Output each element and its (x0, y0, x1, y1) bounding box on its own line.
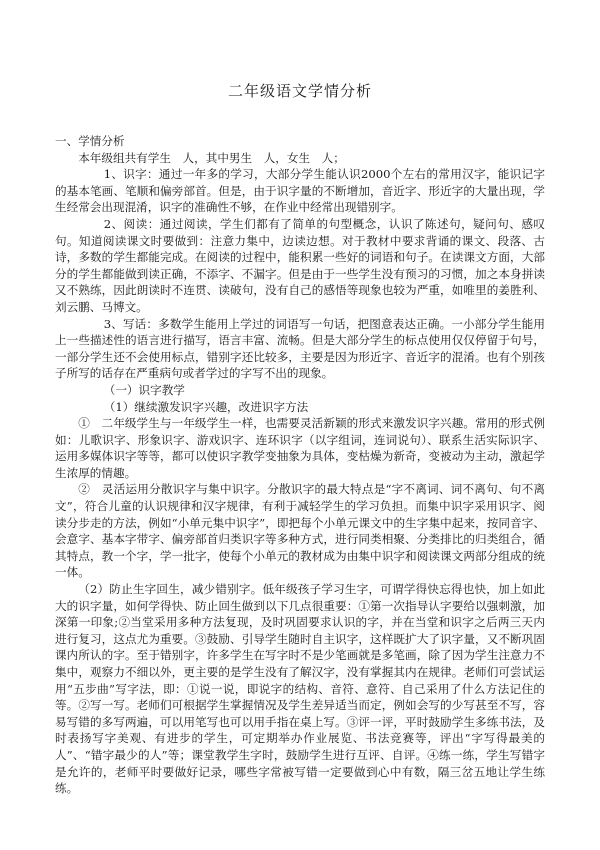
point-1-paragraph: ① 二年级学生与一年级学生一样，也需要灵活新颖的形式来激发识字兴趣。常用的形式例如：儿歌识字、形象识字、游戏识字、连环识字（以字组词，连词说句）、联系生活实际识字、运用多媒体识字等等，都可以使识字教学变抽象为具体，变枯燥为新奇，变被动为主动，激起学生浓厚的情趣。 (55, 416, 545, 480)
reading-paragraph: 2、阅读：通过阅读，学生们都有了简单的句型概念，认识了陈述句，疑问句、感叹句。知道阅读课文时要做到：注意力集中，边读边想。对于教材中要求背诵的课文、段落、古诗，多数的学生都能完成。在阅读的过程中，能积累一些好的词语和句子。在读课文方面，大部分的学生都能做到读正确，不添字、不漏字。但是由于一些学生没有预习的习惯，加之本身拼读又不熟练，因此朗读时不连贯、读破句，没有自己的感悟等现象也较为严重，如唯里的姜胜利、刘云鹏、马博文。 (55, 216, 545, 314)
writing-paragraph: 3、写话：多数学生能用上学过的词语写一句话，把图意表达正确。一小部分学生能用上一些描述性的语言进行描写，语言丰富、流畅。但是大部分学生的标点使用仅仅停留于句号，一部分学生还不会使用标点，错别字还比较多，主要是因为形近字、音近字的混淆。也有个别孩子所写的话存在严重病句或者学过的字写不出的现象。 (55, 316, 545, 381)
literacy-paragraph: 1、识字：通过一年多的学习，大部分学生能认识2000个左右的常用汉字，能识记字的基本笔画、笔顺和偏旁部首。但是，由于识字量的不断增加，音近字、形近字的大量出现，学生经常会出现混淆，识字的准确性不够，在作业中经常出现错别字。 (55, 167, 545, 215)
sub-heading-literacy-teaching: （一）识字教学 (103, 382, 185, 397)
point-2-paragraph: ② 灵活运用分散识字与集中识字。分散识字的最大特点是“字不离词、词不离句、句不离文”，符合儿童的认识规律和汉字规律，有利于减轻学生的学习负担。而集中识字采用识字、阅读分步走的方法，例如“小单元集中识字”，即把每个小单元课文中的生字集中起来，按同音字、会意字、基本字带字、偏旁部首归类识字等多种方式，进行同类相聚、分类排比的归类组合，循其特点，教一个字，学一批字，使每个小单元的教材成为由集中识字和阅读课文两部分组成的统一体。 (55, 482, 545, 580)
class-info-paragraph: 本年级组共有学生 人，其中男生 人，女生 人； (78, 150, 345, 165)
point-3-paragraph: （2）防止生字回生，减少错别字。低年级孩子学习生字，可谓学得快忘得也快，加上如此大的识字量，如何学得快、防止回生做到以下几点很重要：①第一次指导认字要给以强刺激，加深第一印象;②当堂采用多种方法复现，及时巩固要求认识的字，并在当堂和识字之后两三天内进行复习，这点尤为重要。③鼓励、引导学生随时自主识字，这样既扩大了识字量，又不断巩固课内所认的字。至于错别字，许多学生在写字时不是少笔画就是多笔画，除了因为学生注意力不集中，观察力不细以外，更主要的是学生没有了解汉字，没有掌握其内在规律。老师们可尝试运用“五步曲”写字法，即：①说一说，即说字的结构、音符、意符、自己采用了什么方法记住的等。②写一写。老师们可根据学生掌握情况及学生差异适当而定，例如会写的少写甚至不写，容易写错的多写两遍，可以用笔写也可以用手指在桌上写。③评一评，平时鼓励学生多练书法，及时表扬写字美观、有进步的学生，可定期举办作业展览、书法竞赛等，评出“字写得最美的人”、“错字最少的人”等；课堂教学生字时，鼓励学生进行互评、自评。④练一练，学生写错字是允许的，老师平时要做好记录，哪些字常被写错一定要做到心中有数，隔三岔五地让学生练练。 (55, 582, 545, 796)
document-title: 二年级语文学情分析 (227, 82, 372, 100)
section-heading: 一、学情分析 (55, 134, 125, 148)
sub-heading-interest: （1）继续激发识字兴趣，改进识字方法 (103, 399, 309, 414)
